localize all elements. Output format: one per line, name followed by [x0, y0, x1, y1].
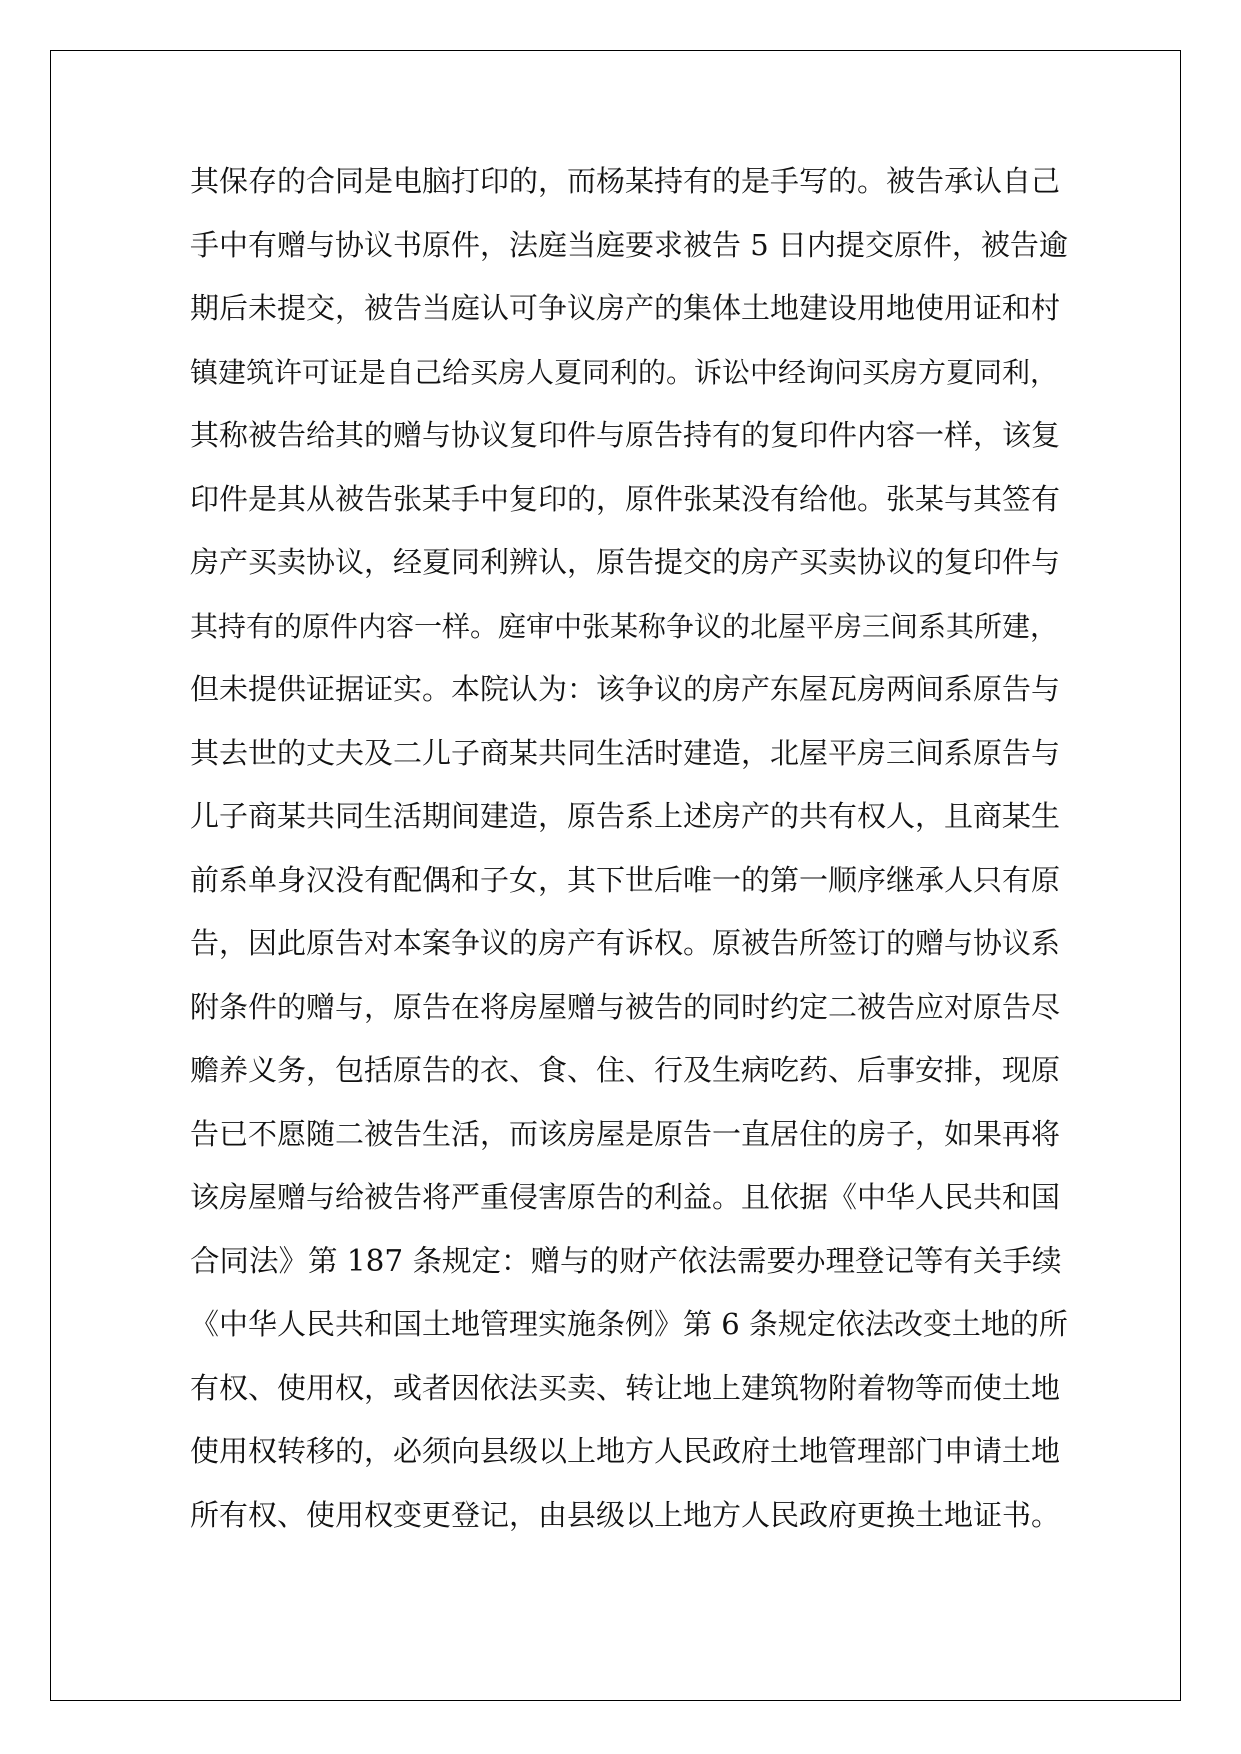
text-line: 其称被告给其的赠与协议复印件与原告持有的复印件内容一样，该复	[190, 418, 1061, 452]
text-line: 赡养义务，包括原告的衣、食、住、行及生病吃药、后事安排，现原	[190, 1053, 1061, 1087]
text-line: 但未提供证据证实。本院认为：该争议的房产东屋瓦房两间系原告与	[190, 672, 1061, 706]
text-line: 《中华人民共和国土地管理实施条例》第 6 条规定依法改变土地的所	[190, 1307, 1068, 1341]
text-line: 其去世的丈夫及二儿子商某共同生活时建造，北屋平房三间系原告与	[190, 735, 1061, 770]
text-line: 告，因此原告对本案争议的房产有诉权。原被告所签订的赠与协议系	[190, 926, 1061, 960]
text-line: 前系单身汉没有配偶和子女，其下世后唯一的第一顺序继承人只有原	[190, 862, 1061, 897]
text-line: 期后未提交，被告当庭认可争议房产的集体土地建设用地使用证和村	[190, 291, 1061, 325]
text-line: 其保存的合同是电脑打印的，而杨某持有的是手写的。被告承认自己	[190, 164, 1061, 198]
text-line: 房产买卖协议，经夏同利辨认，原告提交的房产买卖协议的复印件与	[190, 545, 1061, 579]
text-line: 有权、使用权，或者因依法买卖、转让地上建筑物附着物等而使土地	[190, 1370, 1061, 1405]
text-line: 镇建筑许可证是自己给买房人夏同利的。诉讼中经询问买房方夏同利，	[190, 355, 1059, 389]
text-line: 其持有的原件内容一样。庭审中张某称争议的北屋平房三间系其所建，	[190, 609, 1059, 643]
document-body	[190, 150, 1070, 1547]
text-line: 印件是其从被告张某手中复印的，原件张某没有给他。张某与其签有	[190, 481, 1061, 516]
text-line: 使用权转移的，必须向县级以上地方人民政府土地管理部门申请土地	[190, 1434, 1061, 1468]
text-line: 附条件的赠与，原告在将房屋赠与被告的同时约定二被告应对原告尽	[190, 989, 1061, 1024]
text-line: 所有权、使用权变更登记，由县级以上地方人民政府更换土地证书。	[190, 1497, 1061, 1532]
text-line: 合同法》第 187 条规定：赠与的财产依法需要办理登记等有关手续	[190, 1243, 1062, 1278]
text-line: 手中有赠与协议书原件，法庭当庭要求被告 5 日内提交原件，被告逾	[190, 227, 1068, 262]
text-line: 告已不愿随二被告生活，而该房屋是原告一直居住的房子，如果再将	[190, 1116, 1061, 1151]
text-line: 该房屋赠与给被告将严重侵害原告的利益。且依据《中华人民共和国	[190, 1180, 1061, 1214]
text-line: 儿子商某共同生活期间建造，原告系上述房产的共有权人，且商某生	[190, 799, 1061, 833]
